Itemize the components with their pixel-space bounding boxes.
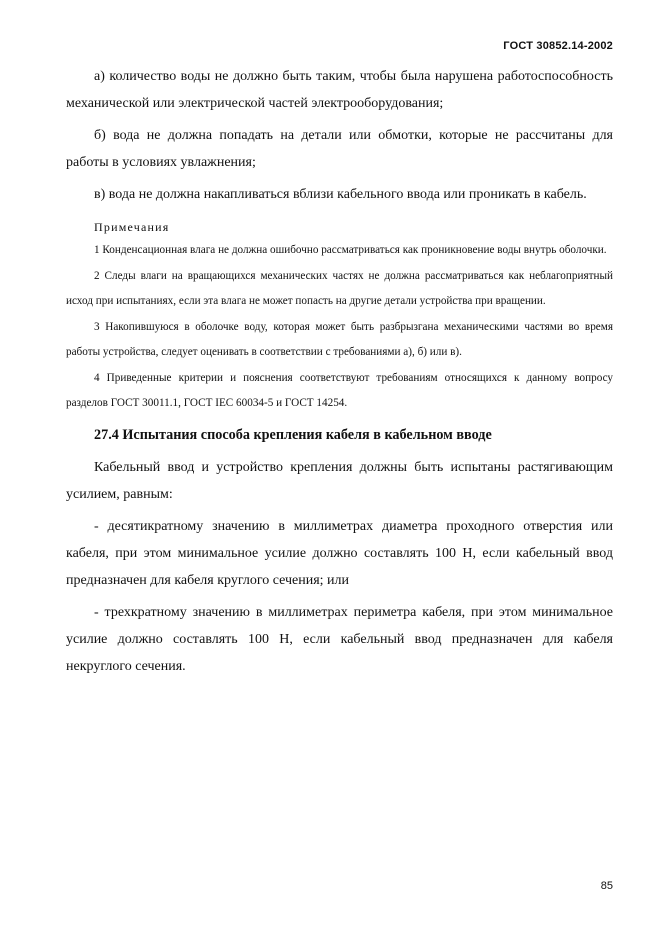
section-intro: Кабельный ввод и устройство крепления должны быть испытаны растягивающим усилием, равным: [66, 460, 613, 502]
page-number: 85 [600, 880, 613, 892]
note-1: 1 Конденсационная влага не должна ошибочно рассматриваться как проникновение воды внутрь оболочки. [94, 244, 607, 256]
paragraph-b: б) вода не должна попадать на детали или обмотки, которые не рассчитаны для работы в условиях увлажнения; [66, 128, 613, 170]
note-4: 4 Приведенные критерии и пояснения соответствуют требованиям относящихся к данному вопросу разделов ГОСТ 30011.1, ГОСТ IEC 60034-5 и ГОСТ 14254. [66, 372, 613, 409]
document-code: ГОСТ 30852.14-2002 [503, 40, 613, 52]
note-3: 3 Накопившуюся в оболочке воду, которая может быть разбрызгана механическими частями во время работы устройства, следует оценивать в соответствии с требованиями а), б) или в). [66, 321, 613, 358]
paragraph-c: в) вода не должна накапливаться вблизи кабельного ввода или проникать в кабель. [94, 187, 587, 202]
note-2: 2 Следы влаги на вращающихся механических частях не должна рассматриваться как неблагоприятный исход при испытаниях, если эта влага не может попасть на другие детали устройства при вращении. [66, 270, 613, 307]
section-heading: 27.4 Испытания способа крепления кабеля в кабельном вводе [94, 427, 492, 443]
notes-title: Примечания [94, 220, 170, 234]
page-content [66, 63, 613, 680]
paragraph-a: а) количество воды не должно быть таким, чтобы была нарушена работоспособность механической или электрической частей электрооборудования; [66, 69, 613, 111]
section-item-1: - десятикратному значению в миллиметрах диаметра проходного отверстия или кабеля, при этом минимальное усилие должно составлять 100 Н, если кабельный ввод предназначен для кабеля круглого сечения; или [66, 519, 613, 588]
section-item-2: - трехкратному значению в миллиметрах периметра кабеля, при этом минимальное усилие должно составлять 100 Н, если кабельный ввод предназначен для кабеля некруглого сечения. [66, 605, 613, 674]
